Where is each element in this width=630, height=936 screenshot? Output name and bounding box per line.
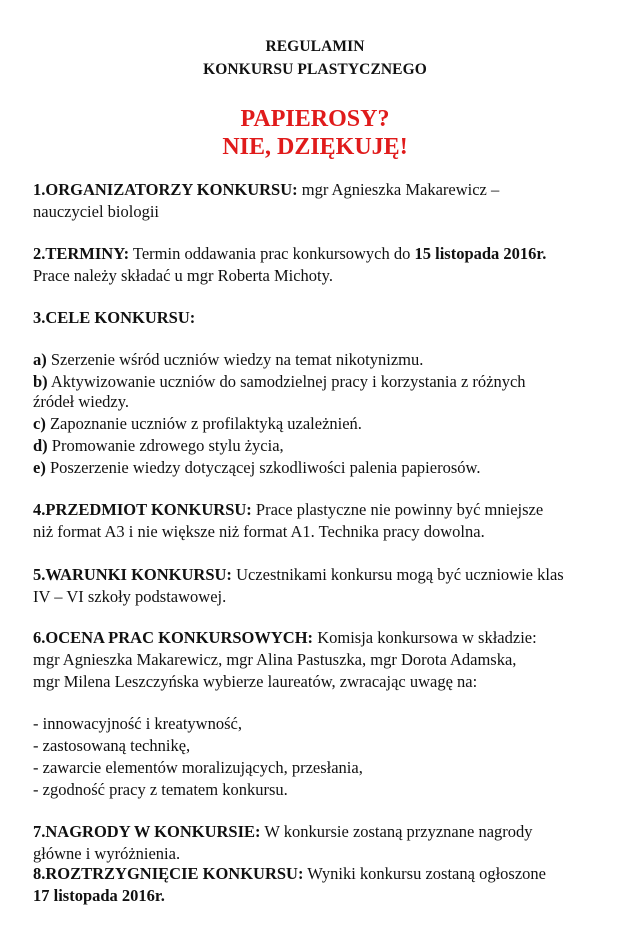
goal-text: Promowanie zdrowego stylu życia, [47,436,284,455]
section-evaluation-line2: mgr Agnieszka Makarewicz, mgr Alina Pastuszka, mgr Dorota Adamska, [33,650,517,669]
criteria-item: - zgodność pracy z tematem konkursu. [33,780,288,799]
goal-letter: c) [33,414,46,433]
goal-item-a [33,350,423,370]
section-conditions-heading: 5.WARUNKI KONKURSU: [33,565,232,584]
section-prizes-line2: główne i wyróżnienia. [33,844,181,863]
goal-letter: b) [33,372,48,391]
section-subject-line2: niż format A3 i nie większe niż format A1. Technika pracy dowolna. [33,522,485,541]
goal-text: Poszerzenie wiedzy dotyczącej szkodliwości palenia papierosów. [45,458,481,477]
goal-text: Aktywizowanie uczniów do samodzielnej pracy i korzystania z różnych [47,372,526,391]
goal-letter: d) [33,436,48,455]
criteria-item: - zawarcie elementów moralizujących, przesłania, [33,758,363,777]
goal-item-d [33,436,284,456]
goal-letter: e) [33,458,46,477]
section-conditions-line1 [33,565,564,585]
section-prizes-line1 [33,822,533,842]
section-terms-date: 15 listopada 2016r. [414,244,547,263]
section-terms-heading: 2.TERMINY: [33,244,130,263]
section-evaluation-text: Komisja konkursowa w składzie: [313,628,537,647]
section-organizers-line2: nauczyciel biologii [33,202,159,221]
section-terms-line2: Prace należy składać u mgr Roberta Michoty. [33,266,333,285]
slogan-line1: PAPIEROSY? [240,106,390,132]
goal-item-c [33,414,362,434]
section-terms-line1 [33,244,546,264]
section-goals-heading-text: 3.CELE KONKURSU: [33,308,196,327]
section-results-date: 17 listopada 2016r. [33,886,165,905]
section-subject-line1 [33,500,543,520]
section-subject-heading: 4.PRZEDMIOT KONKURSU: [33,500,252,519]
section-evaluation-line1 [33,628,537,648]
section-subject-text: Prace plastyczne nie powinny być mniejsze [251,500,544,519]
criteria-item: - zastosowaną technikę, [33,736,191,755]
section-organizers-heading: 1.ORGANIZATORZY KONKURSU: [33,180,298,199]
section-results-text: Wyniki konkursu zostaną ogłoszone [303,864,546,883]
goal-item-e [33,458,480,478]
section-evaluation-line3: mgr Milena Leszczyńska wybierze laureatów, zwracając uwagę na: [33,672,478,691]
section-organizers-line1 [33,180,499,200]
section-results-heading: 8.ROZTRZYGNIĘCIE KONKURSU: [33,864,304,883]
section-prizes-heading: 7.NAGRODY W KONKURSIE: [33,822,261,841]
criteria-item: - innowacyjność i kreatywność, [33,714,242,733]
section-terms-text: Termin oddawania prac konkursowych do [129,244,415,263]
goal-letter: a) [33,350,47,369]
section-results-line2 [33,886,165,906]
goal-item-b-cont: źródeł wiedzy. [33,392,130,411]
section-organizers-text: mgr Agnieszka Makarewicz – [297,180,500,199]
goal-item-b [33,372,526,392]
document-title-line1: REGULAMIN [265,38,365,55]
section-prizes-text: W konkursie zostaną przyznane nagrody [260,822,533,841]
goal-text: Szerzenie wśród uczniów wiedzy na temat nikotynizmu. [46,350,424,369]
section-results-line1 [33,864,546,884]
section-conditions-line2: IV – VI szkoły podstawowej. [33,587,227,606]
goal-text: Zapoznanie uczniów z profilaktyką uzależnień. [45,414,362,433]
section-goals-heading [33,308,195,328]
slogan-line2: NIE, DZIĘKUJĘ! [222,134,408,160]
document-title-line2: KONKURSU PLASTYCZNEGO [203,61,427,78]
section-evaluation-heading: 6.OCENA PRAC KONKURSOWYCH: [33,628,314,647]
section-conditions-text: Uczestnikami konkursu mogą być uczniowie klas [231,565,564,584]
